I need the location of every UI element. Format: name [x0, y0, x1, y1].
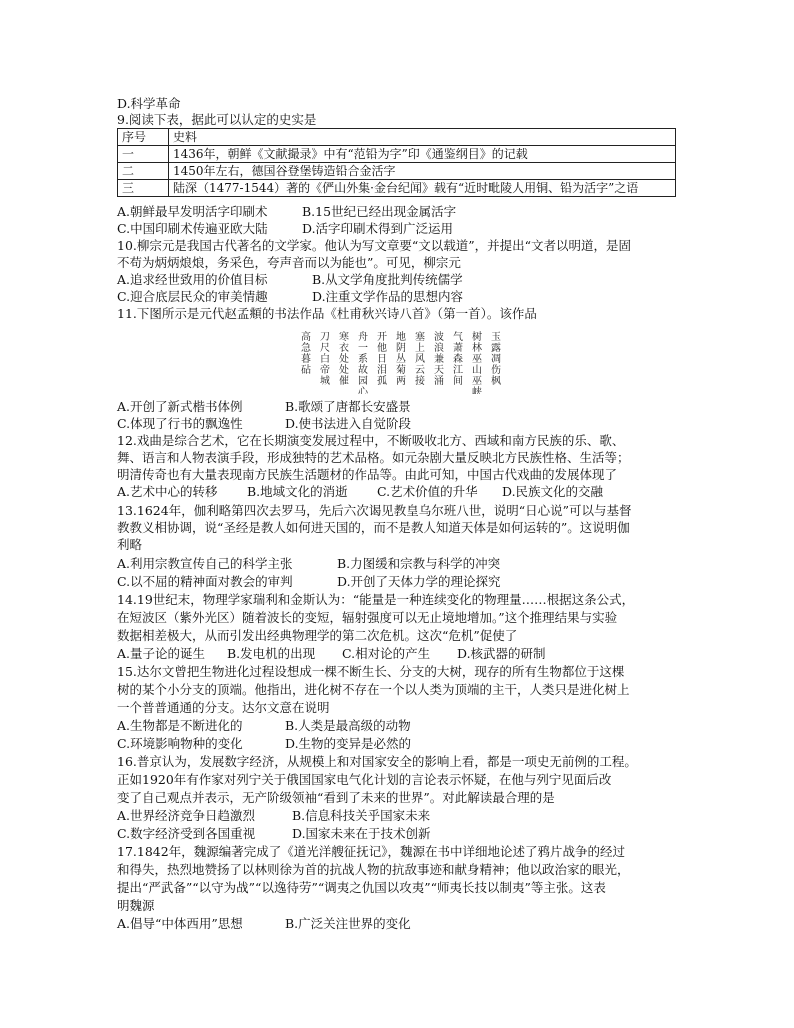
table-header-cell: 史料 [169, 129, 676, 146]
option-c: C.以不屈的精神面对教会的审判 [117, 574, 293, 589]
option-a: A.追求经世致用的价值目标 [117, 272, 268, 287]
table-row [118, 180, 676, 197]
table-cell: 一 [118, 146, 169, 163]
option-c: C.迎合底层民众的审美情趣 [117, 289, 268, 304]
option-d: D.生物的变异是必然的 [285, 736, 412, 751]
q10-stem-line: 不苟为炳炳烺烺，务采色，夸声音而以为能也”。可见，柳宗元 [117, 255, 461, 270]
q16-stem-line: 16.普京认为，发展数字经济，从规模上和对国家安全的影响上看，都是一项史无前例的工程。 [117, 754, 637, 769]
table-header-cell: 序号 [118, 129, 169, 146]
calligraphy-column: 寒衣处处催 [339, 332, 349, 387]
option-b: B.地域文化的消逝 [247, 484, 348, 499]
q13-options-cd [117, 574, 501, 590]
q16-options-ab [117, 808, 430, 824]
calligraphy-columns [296, 330, 506, 394]
q15-options-ab [117, 718, 411, 734]
table-header-row [118, 129, 676, 146]
q9-options-ab [117, 204, 456, 220]
option-c: C.中国印刷术传遍亚欧大陆 [117, 221, 268, 236]
option-d: D.核武器的研制 [457, 646, 546, 661]
calligraphy-column: 开他日泪孤 [377, 332, 387, 387]
q10-options-ab [117, 272, 463, 288]
q11-stem: 11.下图所示是元代赵孟頫的书法作品《杜甫秋兴诗八首》（第一首）。该作品 [117, 306, 537, 321]
option-b: B.人类是最高级的动物 [285, 718, 411, 733]
option-b: B.从文学角度批判传统儒学 [312, 272, 463, 287]
q14-stem-line: 数据相差极大，从而引发出经典物理学的第二次危机。这次“危机”促使了 [117, 628, 518, 643]
q17-stem-line: 和得失，热烈地赞扬了以林则徐为首的抗战人物的抗敌事迹和献身精神；他以政治家的眼光， [117, 862, 630, 877]
table-row [118, 146, 676, 163]
option-b: B.信息科技关乎国家未来 [292, 808, 431, 823]
option-c: C.相对论的产生 [342, 646, 431, 661]
option-b: B.15世纪已经出现金属活字 [302, 204, 457, 219]
q10-stem-line: 10.柳宗元是我国古代著名的文学家。他认为写文章要“文以载道”，并提出“文者以明道，是固 [117, 238, 632, 253]
option-a: A.利用宗教宣传自己的科学主张 [117, 556, 293, 571]
calligraphy-column: 高急暮砧 [301, 332, 311, 376]
option-b: B.广泛关注世界的变化 [285, 916, 411, 931]
q13-stem-line: 教教义相协调，说“圣经是教人如何进天国的，而不是教人知道天体是如何运转的”。这说明伽 [117, 520, 630, 535]
calligraphy-column: 波浪兼天涌 [434, 332, 444, 387]
option-d: D.民族文化的交融 [502, 484, 604, 499]
q17-stem-line: 提出“严武备”“以守为战”“以逸待劳”“调夷之仇国以攻夷”“师夷长技以制夷”等主张。这表 [117, 880, 606, 895]
option-d: D.使书法进入自觉阶段 [285, 416, 412, 431]
table-row [118, 163, 676, 180]
q16-stem-line: 正如1920年有作家对列宁关于俄国国家电气化计划的言论表示怀疑，在他与列宁见面后改 [117, 772, 612, 787]
option-c: C.数字经济受到各国重视 [117, 826, 256, 841]
q15-stem-line: 15.达尔文曾把生物进化过程设想成一棵不断生长、分支的大树，现存的所有生物都位于这棵 [117, 664, 625, 679]
table-cell: 三 [118, 180, 169, 197]
option-a: A.世界经济竞争日趋激烈 [117, 808, 256, 823]
option-b: B.歌颂了唐都长安盛景 [285, 399, 411, 414]
calligraphy-column: 地阴丛菊两 [396, 332, 406, 387]
q11-options-ab [117, 399, 411, 415]
option-d: D.开创了天体力学的理论探究 [337, 574, 501, 589]
calligraphy-image [296, 330, 506, 394]
table-cell: 1436年，朝鲜《文献撮录》中有“范铅为字”印《通鉴纲目》的记载 [169, 146, 676, 163]
calligraphy-column: 树林巫山巫峡 [472, 332, 482, 394]
q17-options-ab [117, 916, 411, 932]
q12-options [117, 484, 603, 500]
option-a: A.生物都是不断进化的 [117, 718, 243, 733]
q10-options-cd [117, 289, 463, 305]
option-d: D.注重文学作品的思想内容 [312, 289, 464, 304]
q9-options-cd [117, 221, 453, 237]
q14-stem-line: 14.19世纪末，物理学家瑞利和金斯认为：“能量是一种连续变化的物理量……根据这条公式， [117, 592, 635, 607]
option-a: A.倡导“中体西用”思想 [117, 916, 243, 931]
calligraphy-column: 舟一系故园心 [358, 332, 368, 394]
q14-stem-line: 在短波区（紫外光区）随着波长的变短，辐射强度可以无止境地增加。”这个推理结果与实验 [117, 610, 618, 625]
q13-options-ab [117, 556, 500, 572]
q15-stem-line: 一个普普通通的分支。达尔文意在说明 [117, 700, 330, 715]
option-b: B.力图缓和宗教与科学的冲突 [337, 556, 501, 571]
q17-stem-line: 17.1842年，魏源编著完成了《道光洋艘征抚记》，魏源在书中详细地论述了鸦片战争的经过 [117, 844, 625, 859]
option-a: A.开创了新式楷书体例 [117, 399, 243, 414]
calligraphy-column: 气萧森江间 [453, 332, 463, 387]
q15-stem-line: 树的某个小分支的顶端。他指出，进化树不存在一个以人类为顶端的主干，人类只是进化树上 [117, 682, 630, 697]
calligraphy-column: 刀尺白帝城 [320, 332, 330, 387]
q15-options-cd [117, 736, 411, 752]
q17-stem-line: 明魏源 [117, 898, 155, 913]
q9-source-table [117, 128, 676, 197]
table-cell: 二 [118, 163, 169, 180]
q13-stem-line: 13.1624年，伽利略第四次去罗马，先后六次谒见教皇乌尔班八世，说明“日心说”可以与基督 [117, 503, 632, 518]
q12-stem-line: 舞、语言和人物表演手段，形成独特的艺术品格。如元杂剧大量反映北方民族性格、生活等； [117, 450, 630, 465]
q14-options [117, 646, 546, 662]
table-cell: 1450年左右，德国谷登堡铸造铅合金活字 [169, 163, 676, 180]
q16-options-cd [117, 826, 431, 842]
option-c: C.环境影响物种的变化 [117, 736, 243, 751]
option-b: B.发电机的出现 [227, 646, 316, 661]
option-d: D.国家未来在于技术创新 [292, 826, 431, 841]
q11-options-cd [117, 416, 411, 432]
q12-stem-line: 12.戏曲是综合艺术，它在长期演变发展过程中，不断吸收北方、西域和南方民族的乐、歌、 [117, 433, 625, 448]
option-c: C.艺术价值的升华 [377, 484, 478, 499]
option-a: A.艺术中心的转移 [117, 484, 218, 499]
calligraphy-column: 塞上风云接 [415, 332, 425, 387]
q13-stem-line: 利略 [117, 537, 143, 552]
q8-option-d: D.科学革命 [117, 96, 181, 111]
option-d: D.活字印刷术得到广泛运用 [302, 221, 454, 236]
q9-stem: 9.阅读下表，据此可以认定的史实是 [117, 112, 317, 127]
option-a: A.朝鲜最早发明活字印刷术 [117, 204, 268, 219]
table-cell: 陆深（1477-1544）著的《俨山外集·金台纪闻》载有“近时毗陵人用铜、铅为活字”之语 [169, 180, 676, 197]
q16-stem-line: 变了自己观点并表示，无产阶级领袖“看到了未来的世界”。对此解读最合理的是 [117, 790, 555, 805]
q12-stem-line: 明清传奇也有大量表现南方民族生活题材的作品等。由此可知，中国古代戏曲的发展体现了 [117, 467, 618, 482]
option-a: A.量子论的诞生 [117, 646, 206, 661]
calligraphy-column: 玉露凋伤枫 [491, 332, 501, 387]
option-c: C.体现了行书的飘逸性 [117, 416, 243, 431]
